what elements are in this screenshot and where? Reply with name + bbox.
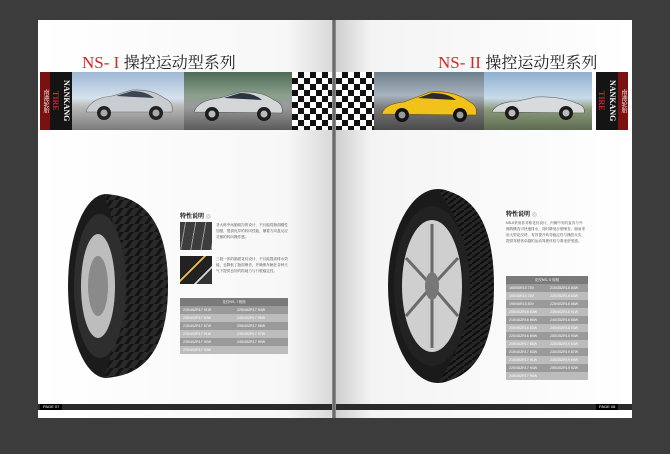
right-brand-logo: NANKANG TIRE (596, 72, 618, 130)
spec-row (506, 340, 588, 348)
right-checkered-flag (336, 72, 374, 130)
spec-row (506, 348, 588, 356)
spec-row (506, 300, 588, 308)
spec-cell: 245/40ZR17 95W (234, 314, 288, 322)
spec-cell: 215/35ZR18 80W (547, 284, 588, 292)
spec-row (180, 330, 288, 338)
spec-row (506, 332, 588, 340)
spec-cell: 185/45R15 78V (506, 292, 547, 300)
right-brand-cn: 南港轮胎 (618, 72, 628, 130)
ns2-features-heading: 特性说明 ◎ (506, 212, 537, 218)
spec-cell: 235/35ZR19 87W (547, 348, 588, 356)
right-page-title (438, 50, 597, 73)
spec-cell: 255/35ZR19 92W (547, 364, 588, 372)
spec-row (506, 284, 588, 292)
spec-cell: 225/45ZR17 94W (234, 306, 288, 314)
spec-cell: 235/45ZR17 97W (234, 330, 288, 338)
spec-row (506, 372, 588, 380)
ns1-tread-detail-2 (180, 256, 212, 284)
spec-cell: 225/45ZR17 94W (506, 364, 547, 372)
ns2-tire-image (384, 186, 496, 386)
ns1-spec-table (180, 298, 288, 354)
spec-cell: 255/40ZR17 98W (234, 322, 288, 330)
ns2-feature-text: NS-II采用非对称花纹设计，内侧中央的直沟与外侧的横沟可快速排水，同时降低行驶噪音。胎肩采用大型花纹块，有效提升转弯稳定性与操控反应，提供驾驶者卓越的运动驾驶体验与乘坐舒适感。 (506, 221, 586, 243)
left-brand-logo: NANKANG TIRE (50, 72, 72, 130)
spec-row (506, 324, 588, 332)
spec-cell: 225/40ZR18 88W (547, 300, 588, 308)
spec-cell: 215/40ZR17 83W (506, 348, 547, 356)
spec-cell: 235/45ZR17 94W (180, 346, 234, 354)
spec-cell: 225/35ZR18 83W (547, 292, 588, 300)
spec-row (180, 306, 288, 314)
ns1-feature-text-2: 三段一体的胎面花纹设计，不仅能提高排水效能，也降低了胎面噪音，并确保车辆在各种天气下提供良好的抓地力与行驶稳定性。 (216, 257, 288, 273)
spec-cell (547, 372, 588, 380)
spec-row (506, 356, 588, 364)
spec-row (180, 322, 288, 330)
ns1-features-heading: 特性说明 ◎ (180, 214, 211, 220)
ns2-spec-table (506, 276, 588, 380)
spec-cell: 195/45R15 80V (506, 300, 547, 308)
spec-row (506, 364, 588, 372)
ns2-spec-title: 花纹NS- II 规格 (506, 276, 588, 284)
left-page-footer-bar (38, 404, 332, 410)
silver-sports-car-photo-2 (184, 72, 292, 130)
left-page-title (82, 50, 236, 73)
spec-cell: 205/45ZR16 83W (506, 324, 547, 332)
spec-row (506, 292, 588, 300)
spec-cell: 215/40ZR17 87W (180, 322, 234, 330)
left-page-number: PAGE 07 (40, 404, 62, 410)
left-checkered-flag (292, 72, 332, 130)
yellow-sports-car-photo (374, 72, 484, 130)
left-brand-cn: 南港轮胎 (40, 72, 50, 130)
right-title-code: NS- II (438, 53, 481, 72)
spec-cell: 215/45ZR17 91W (180, 306, 234, 314)
spec-cell: 225/40ZR17 91W (180, 330, 234, 338)
spec-cell: 245/35ZR18 88W (547, 316, 588, 324)
spec-cell: 225/35ZR19 84W (547, 340, 588, 348)
spec-cell (234, 346, 288, 354)
spec-cell: 205/45ZR17 88W (506, 340, 547, 348)
spec-row (506, 308, 588, 316)
spec-cell: 235/40ZR17 90W (180, 338, 234, 346)
right-page-number: PAGE 08 (596, 404, 618, 410)
spec-cell: 235/40ZR18 91W (547, 308, 588, 316)
spec-row (180, 346, 288, 354)
ns1-spec-title: 花纹NS- I 规格 (180, 298, 288, 306)
left-title-text: 操控运动型系列 (123, 55, 236, 72)
spec-cell: 215/45ZR16 86W (506, 316, 547, 324)
spec-cell: 205/40ZR17 84W (180, 314, 234, 322)
silver-sports-car-photo-1 (72, 72, 184, 130)
spec-row (180, 314, 288, 322)
ns1-tire-image (64, 192, 170, 380)
spec-row (506, 316, 588, 324)
spec-cell: 165/55R15 75V (506, 284, 547, 292)
right-page-footer-bar (336, 404, 632, 410)
spec-cell: 245/45ZR17 99W (234, 338, 288, 346)
spec-cell: 245/40ZR18 93W (547, 324, 588, 332)
spec-cell: 225/45ZR16 89W (506, 332, 547, 340)
left-title-code: NS- I (82, 53, 120, 72)
spec-cell: 205/40ZR16 83W (506, 308, 547, 316)
spec-cell: 255/35ZR18 90W (547, 332, 588, 340)
spec-cell: 215/45ZR17 91W (506, 356, 547, 364)
spec-row (180, 338, 288, 346)
ns1-tread-detail-1 (180, 222, 212, 250)
silver-convertible-photo (484, 72, 592, 130)
spec-cell: 245/45ZR17 95W (506, 372, 547, 380)
spec-cell: 245/35ZR19 89W (547, 356, 588, 364)
ns1-feature-text-1: 非大称中间胎面沟的设计，不仅能将胎面刚性加强，提供优异的转向性能，顺着方向盘反应灵敏的转向操作感。 (216, 223, 288, 239)
right-title-text: 操控运动型系列 (485, 55, 598, 72)
